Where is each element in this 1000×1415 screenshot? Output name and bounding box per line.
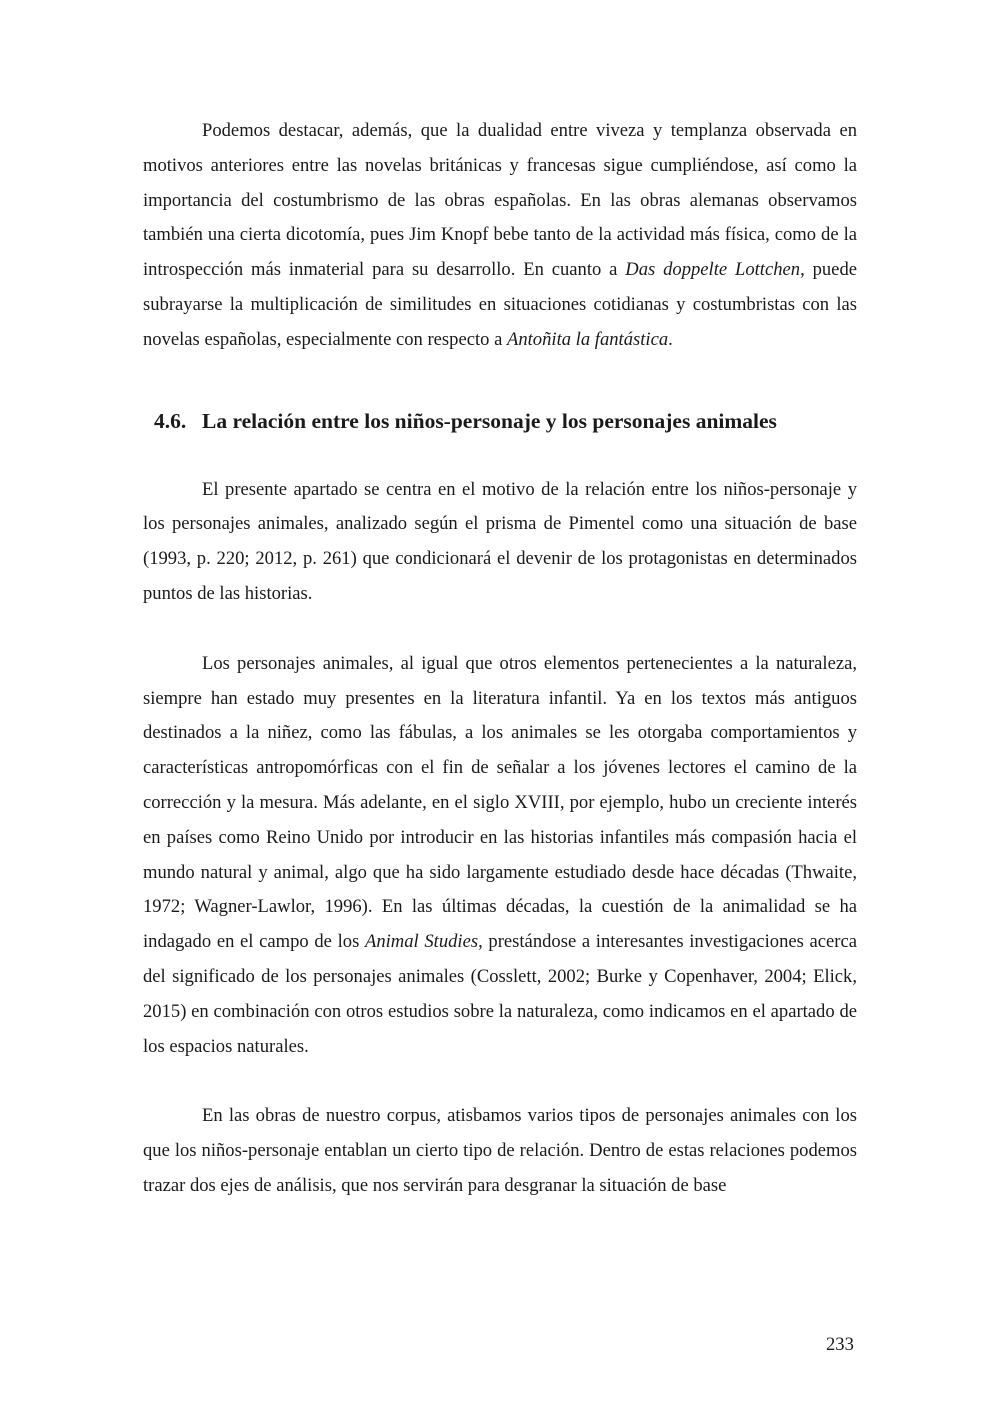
book-title-das-doppelte-lottchen: Das doppelte Lottchen: [625, 259, 801, 281]
paragraph-3-text-a: Los personajes animales, al igual que otros elementos pertenecientes a la naturaleza, siempre han estado muy presentes en la literatura infantil. Ya en los textos más antiguos destinados a la niñez, como las fábulas, a los animales se les otorgaba comportamientos y características antropomórficas con el fin de señalar a los jóvenes lectores el camino de la corrección y la mesura. Más adelante, en el siglo XVIII, por ejemplo, hubo un creciente interés en países como Reino Unido por introducir en las historias infantiles más compasión hacia el mundo natural y animal, algo que ha sido largamente estudiado desde hace décadas (Thwaite, 1972; Wagner-Lawlor, 1996). En las últimas décadas, la cuestión de la animalidad se ha indagado en el campo de los: [143, 652, 857, 953]
paragraph-1-text-b: , puede subrayarse la multiplicación de similitudes en situaciones cotidianas y costumbristas con las novelas españolas, especialmente con respecto a: [143, 259, 857, 350]
paragraph-4: En las obras de nuestro corpus, atisbamos varios tipos de personajes animales con los que los niños-personaje entablan un cierto tipo de relación. Dentro de estas relaciones podemos trazar dos ejes de análisis, que nos servirán para desgranar la situación de base: [143, 1105, 857, 1196]
paragraph-2: El presente apartado se centra en el motivo de la relación entre los niños-personaje y los personajes animales, analizado según el prisma de Pimentel como una situación de base (1993, p. 220; 2012, p. 261) que condicionará el devenir de los protagonistas en determinados puntos de las historias.: [143, 478, 857, 604]
section-title: La relación entre los niños-personaje y los personajes animales: [202, 408, 777, 433]
paragraph-3: [143, 647, 857, 1065]
paragraph-1-text-a: Podemos destacar, además, que la dualidad entre viveza y templanza observada en motivos anteriores entre las novelas británicas y francesas sigue cumpliéndose, así como la importancia del costumbrismo de las obras españolas. En las obras alemanas observamos también una cierta dicotomía, pues Jim Knopf bebe tanto de la actividad más física, como de la introspección más inmaterial para su desarrollo. En cuanto a: [143, 120, 857, 281]
section-number: 4.6.: [154, 408, 187, 433]
page-number: 233: [826, 1334, 854, 1355]
paragraph-3-text-b: , prestándose a interesantes investigaciones acerca del significado de los personajes animales (Cosslett, 2002; Burke y Copenhaver, 2004; Elick, 2015) en combinación con otros estudios sobre la naturaleza, como indicamos en el apartado de los espacios naturales.: [143, 931, 857, 1057]
paragraph-1: [143, 114, 857, 358]
paragraph-1-text-c: .: [668, 328, 673, 350]
section-heading: [154, 406, 857, 436]
book-title-antonita: Antoñita la fantástica: [506, 328, 669, 350]
term-animal-studies: Animal Studies: [364, 931, 479, 953]
page-body: [143, 114, 857, 1204]
